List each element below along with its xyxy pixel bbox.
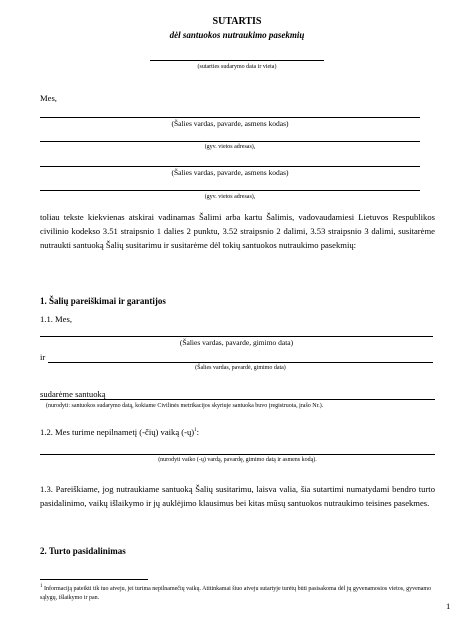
married-line bbox=[40, 399, 435, 400]
item-1-2-end: : bbox=[196, 427, 200, 437]
footnote-text: Informaciją pateikti tik tuo atveju, jei turima nepilnamečių vaikų. Atitinkamai šiuo atveju sutartyje turėtų būti pasisakoma dėl jų gyvenamosios vietos, gyvenamo sąlygų, išlaikymo ir pan. bbox=[40, 586, 432, 601]
and-word: ir bbox=[40, 352, 46, 362]
s1-name-caption2: (Šalies vardas, pavardė, gimimo data) bbox=[195, 365, 286, 371]
party2-name-caption: (Šalies vardas, pavarde, asmens kodas) bbox=[171, 168, 289, 177]
s1-name-caption: (Šalies vardas, pavarde, gimimo data) bbox=[179, 338, 294, 347]
footnote bbox=[40, 582, 435, 603]
item-1-2-text: 1.2. Mes turime nepilnametį (-čių) vaiką (-ų) bbox=[40, 427, 195, 437]
child-caption: (nurodyti vaiko (-ų) vardą, pavardę, gimimo datą ir asmens kodą). bbox=[158, 457, 317, 463]
greeting: Mes, bbox=[40, 93, 57, 103]
page-number: 1 bbox=[446, 601, 451, 611]
party1-name-caption: (Šalies vardas, pavarde, asmens kodas) bbox=[171, 119, 289, 128]
item-1-3: 1.3. Pareiškiame, jog nutraukiame santuoką Šalių susitarimu, laisva valia, šia sutartimi numatydami bendro turto pasidalinimo, vaikų išlaikymo ir jų auklėjimo klausimus bei kitas mūsų santuokos nutraukimo teisines pasekmes. bbox=[40, 484, 435, 509]
item-1-1: 1.1. Mes, bbox=[40, 314, 72, 324]
document-title: SUTARTIS bbox=[212, 16, 262, 27]
child-line bbox=[40, 454, 435, 455]
married-caption: (nurodyti: santuokos sudarymo datą, kokiame Civilinės metrikacijos skyriuje santuoka buvo įregistruota, įrašo Nr.). bbox=[46, 403, 324, 409]
section2-heading: 2. Turto pasidalinimas bbox=[40, 546, 126, 556]
party1-address-caption: (gyv. vietos adresas), bbox=[204, 144, 256, 150]
item-1-2 bbox=[40, 427, 199, 437]
intro-paragraph: toliau tekste kiekvienas atskirai vadinamas Šalimi arba kartu Šalimis, vadovaudamiesi Lietuvos Respublikos civilinio kodekso 3.51 straipsnio 1 dalies 2 punktu, 3.52 straipsnio 2 dalimi, 3.53 straipsnio 3 dalimi, susitarėme nutraukti santuoką Šalių susitarimu ir susitarėme dėl tokių santuokos nutraukimo pasekmių: bbox=[40, 212, 435, 251]
party2-name-line bbox=[40, 166, 420, 167]
date-place-caption: (sutarties sudarymo data ir vieta) bbox=[197, 64, 277, 70]
section1-heading: 1. Šalių pareiškimai ir garantijos bbox=[40, 296, 166, 306]
party1-name-line bbox=[40, 117, 420, 118]
footnote-number: 1 bbox=[40, 584, 43, 589]
date-place-line bbox=[150, 60, 324, 61]
document-subtitle: dėl santuokos nutraukimo pasekmių bbox=[169, 30, 305, 40]
s1-name-line2 bbox=[48, 362, 433, 363]
footnote-ref: 1 bbox=[194, 428, 197, 434]
party1-address-line bbox=[40, 141, 420, 142]
party2-address-caption: (gyv. vietos adresas), bbox=[204, 194, 256, 200]
married-text: sudarėme santuoką bbox=[40, 389, 106, 399]
s1-name-line bbox=[40, 336, 433, 337]
footnote-separator bbox=[40, 579, 148, 580]
party2-address-line bbox=[40, 190, 420, 191]
